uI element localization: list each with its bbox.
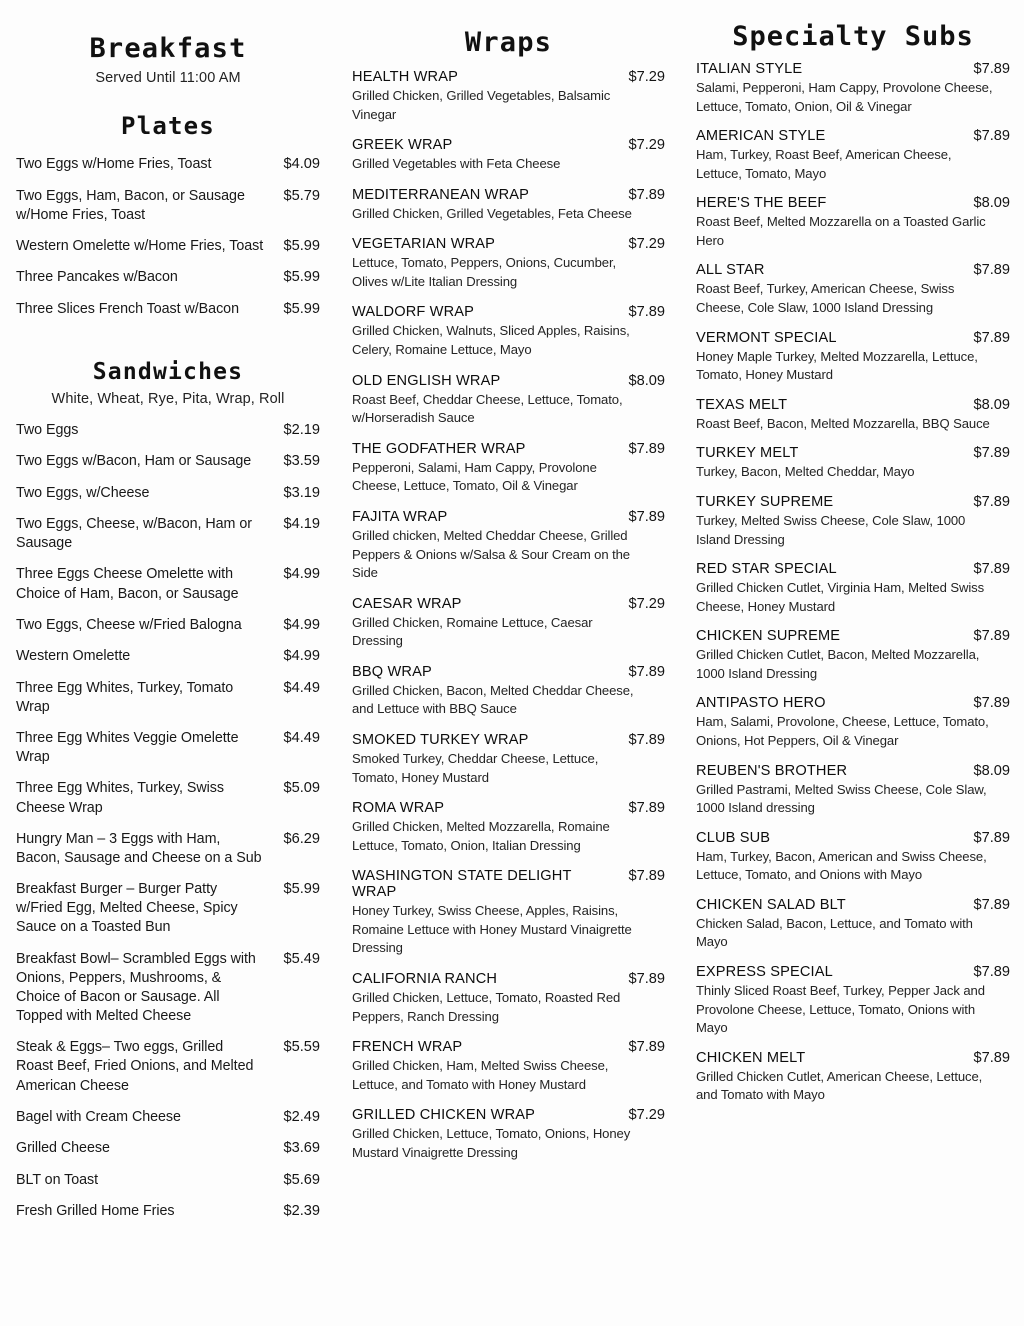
sandwiches-title: Sandwiches: [92, 358, 244, 385]
menu-item-name: GRILLED CHICKEN WRAP: [352, 1107, 536, 1124]
menu-item: [352, 187, 665, 224]
menu-item-header: [696, 494, 1010, 510]
menu-item-description: Honey Maple Turkey, Melted Mozzarella, Lettuce, Tomato, Honey Mustard: [696, 348, 978, 383]
menu-item-header: [352, 187, 665, 203]
menu-item-header: [352, 1107, 665, 1123]
menu-item-header: [696, 695, 1010, 711]
menu-row-name: Three Slices French Toast w/Bacon: [16, 300, 239, 317]
menu-item-price: $7.89: [973, 493, 1010, 510]
menu-row: [16, 1202, 320, 1222]
menu-row-price: $5.99: [283, 269, 320, 286]
menu-row-price: $5.99: [283, 237, 320, 254]
menu-row-name: Breakfast Bowl– Scrambled Eggs with Onions, Peppers, Mushrooms, & Choice of Bacon or Sausage. All Topped with Melted Cheese: [16, 950, 256, 1025]
menu-item-description: Grilled Chicken, Lettuce, Tomato, Onions, Honey Mustard Vinaigrette Dressing: [352, 1126, 631, 1160]
menu-item-name: ITALIAN STYLE: [696, 61, 803, 77]
menu-item-description: Grilled Pastrami, Melted Swiss Cheese, Cole Slaw, 1000 Island dressing: [696, 781, 987, 816]
menu-item: [696, 330, 1010, 385]
menu-row-price: $5.99: [283, 881, 320, 898]
menu-row: [16, 515, 320, 553]
menu-item-name: REUBEN'S BROTHER: [696, 762, 848, 779]
menu-item-header: [696, 628, 1010, 644]
menu-item-name: TEXAS MELT: [696, 396, 788, 413]
menu-item-name: FRENCH WRAP: [352, 1039, 463, 1056]
menu-item-description: Roast Beef, Cheddar Cheese, Lettuce, Tomato, w/Horseradish Sauce: [352, 391, 623, 426]
breakfast-subtitle: Served Until 11:00 AM: [95, 70, 241, 86]
menu-item-description: Turkey, Melted Swiss Cheese, Cole Slaw, 1000 Island Dressing: [696, 512, 966, 547]
menu-row-price: $2.49: [283, 1108, 320, 1125]
sandwiches-subtitle: White, Wheat, Rye, Pita, Wrap, Roll: [51, 390, 285, 407]
menu-item-header: [352, 1039, 665, 1055]
menu-item-description: Grilled Chicken, Melted Mozzarella, Romaine Lettuce, Tomato, Onion, Italian Dressing: [352, 819, 610, 853]
menu-row-price: $5.99: [283, 300, 320, 317]
menu-item-description: Grilled Chicken, Grilled Vegetables, Feta Cheese: [352, 205, 632, 221]
menu-item: [696, 1050, 1010, 1105]
menu-item: [352, 441, 665, 496]
menu-item: [696, 445, 1010, 482]
menu-row: [16, 830, 320, 868]
menu-item-price: $7.89: [973, 445, 1010, 462]
menu-item-header: [352, 441, 665, 457]
menu-item-description: Grilled Chicken, Bacon, Melted Cheddar Cheese, and Lettuce with BBQ Sauce: [352, 682, 634, 717]
menu-item-price: $8.09: [973, 762, 1010, 779]
menu-item: [352, 596, 665, 651]
menu-item-header: [352, 509, 665, 525]
menu-item: [352, 304, 665, 359]
menu-item: [696, 61, 1010, 116]
menu-item: [352, 868, 665, 958]
menu-row: [16, 729, 320, 767]
menu-row: [16, 155, 320, 175]
menu-item-price: $7.89: [628, 868, 665, 885]
menu-item-description: Grilled Chicken, Grilled Vegetables, Balsamic Vinegar: [352, 88, 611, 122]
menu-item-name: ROMA WRAP: [352, 800, 445, 817]
menu-item-price: $7.89: [628, 971, 665, 988]
menu-item-description: Grilled Chicken, Lettuce, Tomato, Roasted Red Peppers, Ranch Dressing: [352, 990, 621, 1024]
menu-item-name: WASHINGTON STATE DELIGHT WRAP: [352, 868, 572, 901]
menu-row-price: $4.49: [283, 730, 320, 747]
menu-row-name: Grilled Cheese: [16, 1140, 110, 1157]
menu-item-description: Pepperoni, Salami, Ham Cappy, Provolone Cheese, Lettuce, Tomato, Oil & Vinegar: [352, 459, 597, 494]
menu-item-price: $7.29: [628, 595, 665, 612]
menu-item-price: $7.89: [973, 262, 1010, 279]
menu-item-header: [696, 128, 1010, 144]
menu-item-header: [696, 561, 1010, 577]
menu-item-header: [352, 664, 665, 680]
menu-row-name: Three Pancakes w/Bacon: [16, 269, 178, 286]
menu-item-price: $7.89: [973, 964, 1010, 981]
menu-row-name: Western Omelette: [16, 648, 131, 665]
menu-row-name: Bagel with Cream Cheese: [16, 1108, 181, 1125]
menu-item-name: CHICKEN MELT: [696, 1049, 806, 1066]
menu-item-description: Thinly Sliced Roast Beef, Turkey, Pepper Jack and Provolone Cheese, Lettuce, Tomato, Onions with Mayo: [696, 983, 985, 1036]
menu-item-price: $7.89: [973, 896, 1010, 913]
menu-item: [696, 830, 1010, 885]
menu-item-header: [696, 897, 1010, 913]
menu-item-header: [696, 964, 1010, 980]
menu-item-header: [352, 868, 665, 900]
menu-item-description: Roast Beef, Turkey, American Cheese, Swiss Cheese, Cole Slaw, 1000 Island Dressing: [696, 281, 955, 316]
menu-item-description: Ham, Turkey, Roast Beef, American Cheese, Lettuce, Tomato, Mayo: [696, 147, 952, 181]
breakfast-column: [0, 0, 340, 1326]
menu-item-price: $7.89: [628, 304, 665, 321]
menu-item-price: $7.89: [973, 128, 1010, 145]
menu-item-price: $7.89: [628, 186, 665, 203]
menu-item: [352, 664, 665, 719]
menu-item-price: $7.89: [628, 800, 665, 817]
menu-item-description: Grilled Chicken, Walnuts, Sliced Apples, Raisins, Celery, Romaine Lettuce, Mayo: [352, 323, 630, 358]
menu-row-name: Two Eggs, Cheese, w/Bacon, Ham or Sausage: [16, 516, 252, 552]
menu-item: [696, 128, 1010, 183]
menu-item-name: THE GODFATHER WRAP: [352, 440, 526, 457]
menu-item-description: Honey Turkey, Swiss Cheese, Apples, Raisins, Romaine Lettuce with Honey Mustard Vinaigrette Dressing: [352, 903, 632, 956]
menu-row-price: $3.19: [283, 484, 320, 501]
breakfast-title: Breakfast: [89, 33, 247, 64]
menu-item: [696, 195, 1010, 250]
specialty-subs-title: Specialty Subs: [732, 21, 974, 52]
menu-row-price: $5.09: [283, 780, 320, 797]
menu-item-price: $7.29: [628, 1107, 665, 1124]
menu-item-header: [696, 763, 1010, 779]
menu-item: [696, 494, 1010, 549]
menu-item-price: $7.89: [973, 329, 1010, 346]
menu-row-price: $4.19: [283, 516, 320, 533]
menu-item-header: [352, 69, 665, 85]
menu-item-price: $7.89: [973, 1049, 1010, 1066]
menu-item-description: Salami, Pepperoni, Ham Cappy, Provolone Cheese, Lettuce, Tomato, Onion, Oil & Vinegar: [696, 80, 993, 114]
menu-item: [352, 1039, 665, 1094]
menu-item-price: $7.89: [973, 561, 1010, 578]
menu-row-price: $2.19: [283, 421, 320, 438]
menu-row: [16, 880, 320, 937]
menu-item-description: Grilled Chicken Cutlet, American Cheese, Lettuce, and Tomato with Mayo: [696, 1068, 983, 1103]
menu-row: [16, 237, 320, 257]
menu-item: [352, 373, 665, 428]
menu-row-price: $5.69: [283, 1171, 320, 1188]
menu-row-name: Two Eggs, Cheese w/Fried Balogna: [16, 616, 242, 633]
menu-item-name: HERE'S THE BEEF: [696, 195, 827, 212]
menu-item-name: FAJITA WRAP: [352, 508, 448, 525]
menu-item-header: [352, 800, 665, 816]
menu-item-header: [696, 397, 1010, 413]
menu-item-header: [352, 971, 665, 987]
menu-item-header: [352, 373, 665, 389]
menu-row: [16, 1171, 320, 1191]
menu-item-description: Roast Beef, Bacon, Melted Mozzarella, BBQ Sauce: [696, 415, 990, 431]
menu-row-name: Three Egg Whites Veggie Omelette Wrap: [16, 730, 239, 766]
menu-item-header: [352, 236, 665, 252]
menu-row: [16, 452, 320, 472]
menu-item-price: $7.89: [973, 628, 1010, 645]
wraps-title: Wraps: [464, 27, 553, 58]
menu-item-price: $7.89: [628, 731, 665, 748]
menu-item-price: $7.89: [628, 508, 665, 525]
menu-item-price: $7.89: [628, 440, 665, 457]
menu-item-name: CAESAR WRAP: [352, 595, 462, 612]
menu-item-header: [352, 596, 665, 612]
menu-row-name: Two Eggs w/Bacon, Ham or Sausage: [16, 453, 252, 470]
menu-item-header: [352, 732, 665, 748]
menu-item-description: Grilled chicken, Melted Cheddar Cheese, Grilled Peppers & Onions w/Salsa & Sour Cream on the Side: [352, 527, 630, 581]
menu-item-price: $7.89: [973, 61, 1010, 77]
menu-item-name: GREEK WRAP: [352, 137, 453, 154]
menu-row: [16, 1108, 320, 1128]
menu-item: [696, 262, 1010, 317]
menu-row-name: Two Eggs w/Home Fries, Toast: [16, 156, 212, 172]
menu-row: [16, 268, 320, 288]
menu-item-name: CALIFORNIA RANCH: [352, 971, 498, 988]
menu-row: [16, 779, 320, 817]
menu-row: [16, 1038, 320, 1095]
menu-item-price: $7.29: [628, 236, 665, 253]
menu-item-description: Grilled Chicken, Romaine Lettuce, Caesar Dressing: [352, 614, 593, 649]
menu-row-price: $5.59: [283, 1039, 320, 1056]
menu-row-name: Hungry Man – 3 Eggs with Ham, Bacon, Sausage and Cheese on a Sub: [16, 830, 262, 866]
menu-item-header: [696, 330, 1010, 346]
menu-item-price: $8.09: [973, 396, 1010, 413]
menu-row: [16, 300, 320, 320]
menu-item-description: Grilled Chicken, Ham, Melted Swiss Cheese, Lettuce, and Tomato with Honey Mustard: [352, 1058, 609, 1092]
menu-row-price: $4.09: [283, 156, 320, 172]
plates-list: [16, 155, 320, 320]
menu-item: [352, 69, 665, 124]
menu-row-price: $3.69: [283, 1140, 320, 1157]
menu-item-price: $7.89: [628, 663, 665, 680]
menu-item-header: [352, 137, 665, 153]
menu-item-header: [696, 262, 1010, 278]
menu-item-price: $7.29: [628, 137, 665, 154]
menu-item-price: $8.09: [628, 372, 665, 389]
menu-item-name: CHICKEN SUPREME: [696, 628, 841, 645]
menu-item: [352, 1107, 665, 1162]
menu-row-price: $5.79: [283, 187, 320, 204]
menu-row: [16, 616, 320, 636]
menu-row: [16, 950, 320, 1027]
menu-item-description: Roast Beef, Melted Mozzarella on a Toasted Garlic Hero: [696, 214, 986, 248]
menu-row-price: $4.99: [283, 566, 320, 583]
menu-row-price: $4.99: [283, 616, 320, 633]
menu-item-description: Smoked Turkey, Cheddar Cheese, Lettuce, Tomato, Honey Mustard: [352, 750, 599, 785]
menu-item-name: MEDITERRANEAN WRAP: [352, 186, 530, 203]
menu-item-description: Grilled Chicken Cutlet, Virginia Ham, Melted Swiss Cheese, Honey Mustard: [696, 580, 985, 614]
menu-item: [696, 628, 1010, 683]
menu-item-price: $7.89: [973, 829, 1010, 846]
menu-item-header: [696, 1050, 1010, 1066]
menu-item-name: WALDORF WRAP: [352, 304, 475, 321]
menu-item-header: [352, 304, 665, 320]
menu-item-description: Lettuce, Tomato, Peppers, Onions, Cucumber, Olives w/Lite Italian Dressing: [352, 255, 617, 289]
menu-item-name: RED STAR SPECIAL: [696, 561, 837, 578]
wraps-list: [352, 69, 665, 1163]
menu-row-name: Two Eggs, w/Cheese: [16, 484, 150, 501]
menu-item-name: CHICKEN SALAD BLT: [696, 896, 846, 913]
menu-item-description: Chicken Salad, Bacon, Lettuce, and Tomato with Mayo: [696, 915, 973, 950]
menu-item-description: Grilled Vegetables with Feta Cheese: [352, 156, 561, 172]
menu-item: [696, 763, 1010, 818]
menu-item-name: CLUB SUB: [696, 829, 771, 846]
menu-item-description: Turkey, Bacon, Melted Cheddar, Mayo: [696, 464, 915, 480]
menu-item-description: Grilled Chicken Cutlet, Bacon, Melted Mozzarella, 1000 Island Dressing: [696, 647, 980, 681]
menu-item-name: EXPRESS SPECIAL: [696, 964, 833, 981]
menu-item-price: $8.09: [973, 195, 1010, 212]
menu-item-name: VEGETARIAN WRAP: [352, 236, 496, 253]
menu-item: [352, 800, 665, 855]
menu-item: [696, 964, 1010, 1038]
menu-row-name: Two Eggs, Ham, Bacon, or Sausage w/Home Fries, Toast: [16, 187, 245, 223]
menu-item-name: BBQ WRAP: [352, 663, 432, 680]
menu-row-name: Three Egg Whites, Turkey, Swiss Cheese Wrap: [16, 780, 224, 816]
menu-item-price: $7.29: [628, 69, 665, 85]
menu-item-name: HEALTH WRAP: [352, 69, 458, 85]
menu-item-header: [696, 830, 1010, 846]
menu-row: [16, 1139, 320, 1159]
menu-row-name: Breakfast Burger – Burger Patty w/Fried Egg, Melted Cheese, Spicy Sauce on a Toasted Bun: [16, 881, 238, 936]
menu-row-name: Two Eggs: [16, 421, 79, 438]
menu-row-name: Steak & Eggs– Two eggs, Grilled Roast Beef, Fried Onions, and Melted American Cheese: [16, 1039, 254, 1094]
wraps-column: [340, 0, 680, 1326]
menu-row: [16, 421, 320, 441]
menu-item-name: AMERICAN STYLE: [696, 128, 826, 145]
menu-row-price: $4.49: [283, 679, 320, 696]
menu-item-name: TURKEY SUPREME: [696, 493, 834, 510]
menu-item-header: [696, 61, 1010, 77]
menu-item-name: TURKEY MELT: [696, 445, 799, 462]
menu-row: [16, 679, 320, 717]
menu-item: [696, 897, 1010, 952]
menu-item-name: OLD ENGLISH WRAP: [352, 372, 501, 389]
menu-row-name: BLT on Toast: [16, 1171, 99, 1188]
menu-item: [352, 236, 665, 291]
menu-row: [16, 565, 320, 603]
menu-item-name: ANTIPASTO HERO: [696, 695, 826, 712]
menu-row: [16, 647, 320, 667]
menu-row-price: $2.39: [283, 1203, 320, 1220]
menu-item: [352, 137, 665, 174]
menu-row-name: Fresh Grilled Home Fries: [16, 1203, 175, 1220]
menu-item-description: Ham, Turkey, Bacon, American and Swiss Cheese, Lettuce, Tomato, and Onions with Mayo: [696, 848, 987, 883]
menu-item: [352, 509, 665, 583]
sandwiches-list: [16, 421, 320, 1222]
plates-title: Plates: [121, 112, 215, 140]
menu-item-description: Ham, Salami, Provolone, Cheese, Lettuce, Tomato, Onions, Hot Peppers, Oil & Vinegar: [696, 714, 989, 748]
menu-item-price: $7.89: [973, 695, 1010, 712]
menu-row-name: Three Eggs Cheese Omelette with Choice of Ham, Bacon, or Sausage: [16, 566, 239, 602]
menu-row-price: $3.59: [283, 453, 320, 470]
menu-row-name: Western Omelette w/Home Fries, Toast: [16, 237, 264, 254]
menu-item: [352, 732, 665, 787]
menu-row: [16, 187, 320, 225]
menu-item-header: [696, 195, 1010, 211]
specialty-subs-list: [696, 61, 1010, 1105]
menu-row-price: $6.29: [283, 830, 320, 847]
menu-row-price: $4.99: [283, 648, 320, 665]
menu-item-price: $7.89: [628, 1039, 665, 1056]
menu-row: [16, 484, 320, 504]
menu-item: [696, 561, 1010, 616]
menu-row-price: $5.49: [283, 950, 320, 967]
menu-item-header: [696, 445, 1010, 461]
menu-item-name: ALL STAR: [696, 262, 765, 279]
menu-row-name: Three Egg Whites, Turkey, Tomato Wrap: [16, 679, 234, 716]
menu-item-name: SMOKED TURKEY WRAP: [352, 731, 529, 748]
menu-item: [696, 397, 1010, 434]
menu-item: [696, 695, 1010, 750]
specialty-subs-column: [680, 0, 1024, 1326]
menu-item-name: VERMONT SPECIAL: [696, 329, 837, 346]
menu-item: [352, 971, 665, 1026]
